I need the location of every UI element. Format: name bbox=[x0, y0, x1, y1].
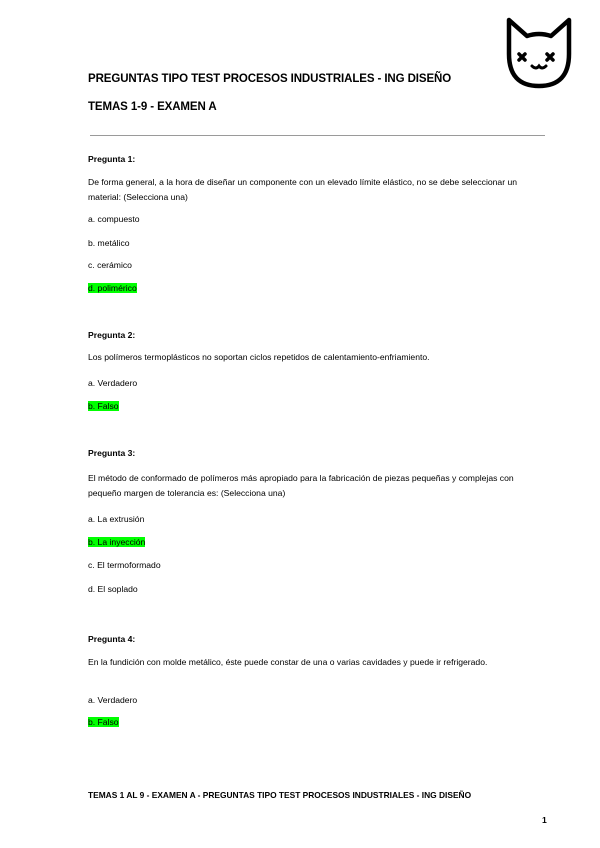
question-2-option-b-correct: b. Falso bbox=[88, 401, 119, 411]
question-2-text: Los polímeros termoplásticos no soportan ciclos repetidos de calentamiento-enfriamiento. bbox=[88, 352, 430, 362]
question-4-option-b-correct: b. Falso bbox=[88, 717, 119, 727]
question-2-label: Pregunta 2: bbox=[88, 330, 136, 340]
question-1-text: De forma general, a la hora de diseñar un componente con un elevado límite elástico, no se debe seleccionar un material: (Selecciona una) bbox=[88, 177, 517, 202]
question-1-option-b: b. metálico bbox=[88, 238, 130, 248]
question-4-text: En la fundición con molde metálico, éste puede constar de una o varias cavidades y puede ir refrigerado. bbox=[88, 657, 488, 667]
question-1-option-c: c. cerámico bbox=[88, 260, 132, 270]
document-title: PREGUNTAS TIPO TEST PROCESOS INDUSTRIALES - ING DISEÑO bbox=[88, 73, 452, 85]
question-4-option-a: a. Verdadero bbox=[88, 695, 138, 705]
question-3-label: Pregunta 3: bbox=[88, 448, 136, 458]
question-4-label: Pregunta 4: bbox=[88, 634, 136, 644]
document-subtitle: TEMAS 1-9 - EXAMEN A bbox=[88, 101, 217, 113]
page-number: 1 bbox=[542, 815, 547, 825]
question-2-option-a: a. Verdadero bbox=[88, 378, 138, 388]
question-3-option-b-correct: b. La inyección bbox=[88, 537, 146, 547]
page-footer: TEMAS 1 AL 9 - EXAMEN A - PREGUNTAS TIPO TEST PROCESOS INDUSTRIALES - ING DISEÑO bbox=[88, 790, 472, 800]
question-3-option-a: a. La extrusión bbox=[88, 514, 145, 524]
question-3-text: El método de conformado de polímeros más apropiado para la fabricación de piezas pequeñas y complejas con pequeño margen de tolerancia es: (Selecciona una) bbox=[88, 473, 514, 498]
question-1-label: Pregunta 1: bbox=[88, 154, 136, 164]
cat-face-x-eyes-icon bbox=[503, 14, 575, 92]
divider bbox=[90, 135, 545, 136]
question-1-option-d-correct: d. polimérico bbox=[88, 283, 137, 293]
question-3-option-c: c. El termoformado bbox=[88, 560, 161, 570]
question-3-option-d: d. El soplado bbox=[88, 584, 138, 594]
question-1-option-a: a. compuesto bbox=[88, 214, 140, 224]
